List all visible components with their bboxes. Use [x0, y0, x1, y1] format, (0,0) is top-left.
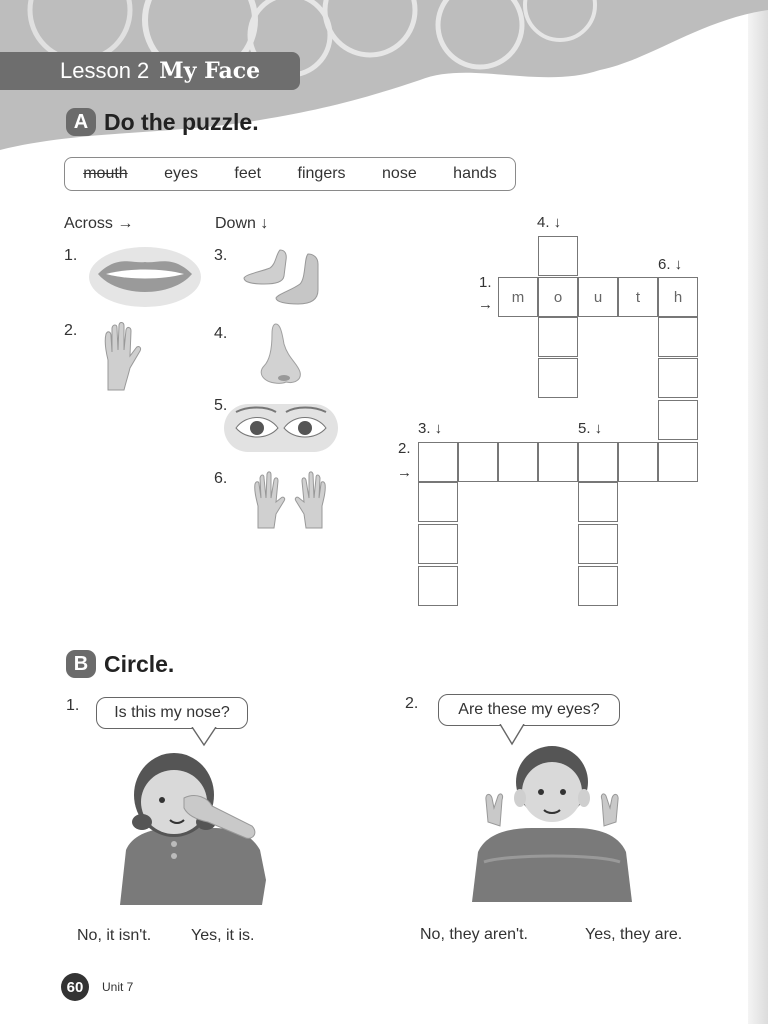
- unit-label: Unit 7: [102, 980, 134, 994]
- page-number: 60: [61, 973, 89, 1001]
- crossword-cell[interactable]: [538, 317, 578, 357]
- grid-arrow-across-2: →: [397, 464, 412, 481]
- word-bank-item: fingers: [297, 165, 346, 182]
- crossword-cell[interactable]: [418, 524, 458, 564]
- grid-label-down-5: 5. ↓: [578, 420, 603, 437]
- crossword-cell[interactable]: [578, 482, 618, 522]
- crossword-cell[interactable]: [658, 400, 698, 440]
- grid-label-down-3: 3. ↓: [418, 420, 443, 437]
- word-bank-item: mouth: [83, 165, 128, 182]
- speech-bubble: Are these my eyes?: [438, 694, 620, 726]
- section-b-title: Circle.: [104, 650, 175, 677]
- crossword-cell[interactable]: [538, 236, 578, 276]
- crossword-cell[interactable]: [418, 482, 458, 522]
- down-clue-number: 5.: [214, 397, 228, 414]
- down-label: Down ↓: [215, 215, 269, 232]
- feet-icon: [240, 246, 324, 308]
- hand-icon: [100, 322, 142, 392]
- boy-illustration: [468, 742, 638, 904]
- down-clue-number: 3.: [214, 247, 228, 264]
- crossword-cell[interactable]: [418, 566, 458, 606]
- answer-option[interactable]: Yes, they are.: [585, 926, 683, 943]
- crossword-cell[interactable]: [618, 442, 658, 482]
- section-a-title: Do the puzzle.: [104, 108, 259, 135]
- crossword-cell[interactable]: h: [658, 277, 698, 317]
- crossword-cell[interactable]: [658, 317, 698, 357]
- crossword-cell[interactable]: o: [538, 277, 578, 317]
- crossword-cell[interactable]: [658, 358, 698, 398]
- down-clue-number: 4.: [214, 325, 228, 342]
- grid-label-across-1: 1.: [479, 274, 492, 291]
- question-number: 2.: [405, 695, 419, 712]
- crossword-cell[interactable]: [458, 442, 498, 482]
- lesson-title-bar: [0, 52, 300, 90]
- grid-arrow-across-1: →: [478, 296, 493, 313]
- fingers-icon: [248, 468, 332, 530]
- section-b-badge: B: [66, 650, 96, 678]
- across-clue-number: 2.: [64, 322, 78, 339]
- speech-bubble: Is this my nose?: [96, 697, 248, 729]
- word-bank-item: nose: [382, 165, 417, 182]
- crossword-cell[interactable]: [578, 442, 618, 482]
- crossword-cell[interactable]: [498, 442, 538, 482]
- page-edge: [748, 0, 768, 1024]
- crossword-cell[interactable]: u: [578, 277, 618, 317]
- answer-option[interactable]: Yes, it is.: [191, 927, 255, 944]
- word-bank-item: hands: [453, 165, 497, 182]
- question-number: 1.: [66, 697, 80, 714]
- crossword-cell[interactable]: [538, 358, 578, 398]
- girl-illustration: [112, 740, 272, 905]
- grid-label-down-4: 4. ↓: [537, 214, 562, 231]
- crossword-cell[interactable]: [658, 442, 698, 482]
- crossword-cell[interactable]: [418, 442, 458, 482]
- section-a-badge: A: [66, 108, 96, 136]
- down-clue-number: 6.: [214, 470, 228, 487]
- lesson-title: My Face: [159, 58, 261, 84]
- answer-option[interactable]: No, they aren't.: [420, 926, 528, 943]
- grid-label-down-6: 6. ↓: [658, 256, 683, 273]
- across-clue-number: 1.: [64, 247, 78, 264]
- grid-label-across-2: 2.: [398, 440, 411, 457]
- word-bank-item: eyes: [164, 165, 198, 182]
- word-bank: [64, 157, 516, 191]
- word-bank-item: feet: [234, 165, 262, 182]
- lesson-number: Lesson 2: [60, 58, 150, 83]
- mouth-icon: [88, 246, 203, 308]
- eyes-icon: [222, 402, 340, 454]
- crossword-cell[interactable]: [578, 524, 618, 564]
- crossword-cell[interactable]: [538, 442, 578, 482]
- nose-icon: [258, 322, 304, 388]
- section-b-heading: [66, 650, 174, 678]
- crossword-cell[interactable]: [578, 566, 618, 606]
- answer-option[interactable]: No, it isn't.: [77, 927, 152, 944]
- crossword-cell[interactable]: m: [498, 277, 538, 317]
- section-a-heading: [66, 108, 259, 136]
- crossword-cell[interactable]: t: [618, 277, 658, 317]
- across-label: Across →: [64, 215, 134, 232]
